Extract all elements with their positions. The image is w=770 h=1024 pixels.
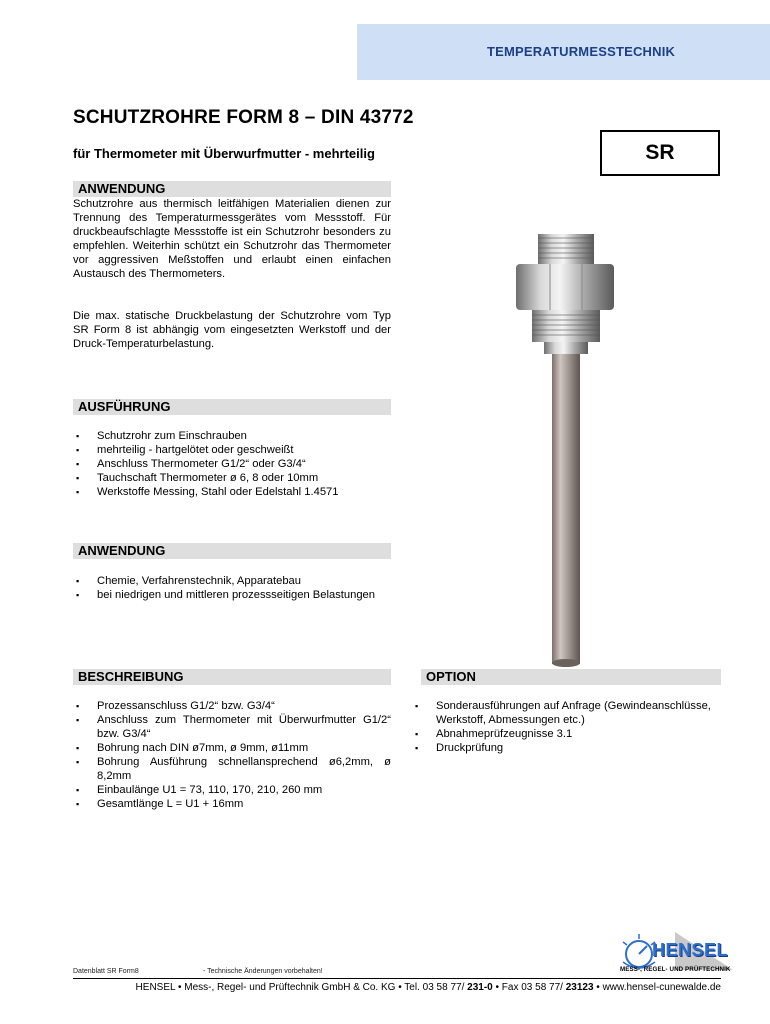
list-item: [73, 755, 391, 783]
section-heading-beschreibung: BESCHREIBUNG: [73, 669, 391, 685]
logo-tagline: MESS-, REGEL- UND PRÜFTECHNIK: [620, 966, 731, 973]
bullet-icon: ▪: [415, 729, 419, 739]
anwendung-list: [73, 574, 391, 602]
option-list: [412, 699, 717, 755]
footnote-datasheet: Datenblatt SR Form8: [73, 968, 139, 975]
bullet-icon: ▪: [415, 743, 419, 753]
bullet-icon: ▪: [76, 459, 80, 469]
page-title: SCHUTZROHRE FORM 8 – DIN 43772: [73, 107, 414, 128]
bullet-icon: ▪: [76, 715, 80, 725]
list-item-text: Anschluss Thermometer G1/2“ oder G3/4“: [97, 458, 306, 470]
list-item-text: bei niedrigen und mittleren prozessseitigen Belastungen: [97, 589, 375, 601]
banner-text: TEMPERATURMESSTECHNIK: [487, 44, 676, 59]
list-item-text: Chemie, Verfahrenstechnik, Apparatebau: [97, 575, 301, 587]
bullet-icon: ▪: [76, 799, 80, 809]
footnote-disclaimer: - Technische Änderungen vorbehalten!: [203, 968, 323, 975]
anwendung-paragraph-1: Schutzrohre aus thermisch leitfähigen Materialien dienen zur Trennung des Temperaturmessgerätes vom Messstoff. Für druckbeaufschlagte Messstoffe ist ein Schutzrohr besonders zu empfehlen. Weiterhin schützt ein Schutzrohr das Thermometer vor aggressiven Meßstoffen und erlaubt einen einfachen Austausch des Thermometers.: [73, 198, 391, 280]
bullet-icon: ▪: [76, 431, 80, 441]
section-heading-option: OPTION: [421, 669, 721, 685]
anwendung-paragraph-2: Die max. statische Druckbelastung der Schutzrohre vom Typ SR Form 8 ist abhängig vom eingesetzten Werkstoff und der Druck-Temperaturbelastung.: [73, 310, 391, 350]
footer-fax-ext: 23123: [565, 982, 594, 993]
beschreibung-list: [73, 699, 391, 811]
list-item-text: Druckprüfung: [436, 742, 504, 754]
section-heading-ausfuehrung: AUSFÜHRUNG: [73, 399, 391, 415]
bullet-icon: ▪: [76, 743, 80, 753]
list-item-text: Tauchschaft Thermometer ø 6, 8 oder 10mm: [97, 472, 319, 484]
list-item: [73, 783, 391, 797]
list-item: [73, 574, 391, 588]
list-item: [73, 588, 391, 602]
page-subtitle: für Thermometer mit Überwurfmutter - mehrteilig: [73, 146, 375, 161]
list-item-text: mehrteilig - hartgelötet oder geschweißt: [97, 444, 294, 456]
list-item: [73, 741, 391, 755]
list-item-text: Sonderausführungen auf Anfrage (Gewindeanschlüsse, Werkstoff, Abmessungen etc.): [436, 700, 711, 726]
footer-web: • www.hensel-cunewalde.de: [593, 982, 721, 993]
list-item: [412, 741, 717, 755]
list-item: [73, 443, 391, 457]
list-item: [73, 713, 391, 741]
bullet-icon: ▪: [76, 757, 80, 767]
list-item: [412, 699, 717, 727]
list-item: [412, 727, 717, 741]
product-code: SR: [645, 141, 675, 164]
bullet-icon: ▪: [76, 445, 80, 455]
list-item-text: Schutzrohr zum Einschrauben: [97, 430, 247, 442]
list-item-text: Prozessanschluss G1/2“ bzw. G3/4“: [97, 700, 275, 712]
bullet-icon: ▪: [76, 576, 80, 586]
list-item: [73, 797, 391, 811]
bullet-icon: ▪: [415, 701, 419, 711]
list-item-text: Bohrung nach DIN ø7mm, ø 9mm, ø11mm: [97, 742, 309, 754]
list-item-text: Einbaulänge U1 = 73, 110, 170, 210, 260 mm: [97, 784, 323, 796]
list-item-text: Werkstoffe Messing, Stahl oder Edelstahl 1.4571: [97, 486, 339, 498]
list-item: [73, 457, 391, 471]
list-item: [73, 471, 391, 485]
header-banner: [357, 24, 770, 80]
list-item: [73, 485, 391, 499]
footer-contact: [73, 982, 721, 993]
list-item-text: Anschluss zum Thermometer mit Überwurfmutter G1/2“ bzw. G3/4“: [97, 714, 391, 740]
footer-divider: [73, 978, 721, 979]
bullet-icon: ▪: [76, 785, 80, 795]
footer-tel-ext: 231-0: [467, 982, 493, 993]
list-item-text: Bohrung Ausführung schnellansprechend ø6,2mm, ø 8,2mm: [97, 756, 391, 782]
logo-name: HENSEL: [652, 940, 729, 960]
bullet-icon: ▪: [76, 590, 80, 600]
list-item: [73, 429, 391, 443]
footer-company: HENSEL • Mess-, Regel- und Prüftechnik GmbH & Co. KG • Tel. 03 58 77/: [135, 982, 468, 993]
list-item-text: Abnahmeprüfzeugnisse 3.1: [436, 728, 573, 740]
ausfuehrung-list: [73, 429, 391, 499]
footer-fax: • Fax 03 58 77/: [492, 982, 566, 993]
list-item: [73, 699, 391, 713]
bullet-icon: ▪: [76, 473, 80, 483]
bullet-icon: ▪: [76, 701, 80, 711]
thermowell-photo-icon: [510, 228, 620, 668]
section-heading-anwendung: ANWENDUNG: [73, 181, 391, 197]
list-item-text: Gesamtlänge L = U1 + 16mm: [97, 798, 244, 810]
bullet-icon: ▪: [76, 487, 80, 497]
section-heading-anwendung-2: ANWENDUNG: [73, 543, 391, 559]
product-code-box: [600, 130, 720, 176]
